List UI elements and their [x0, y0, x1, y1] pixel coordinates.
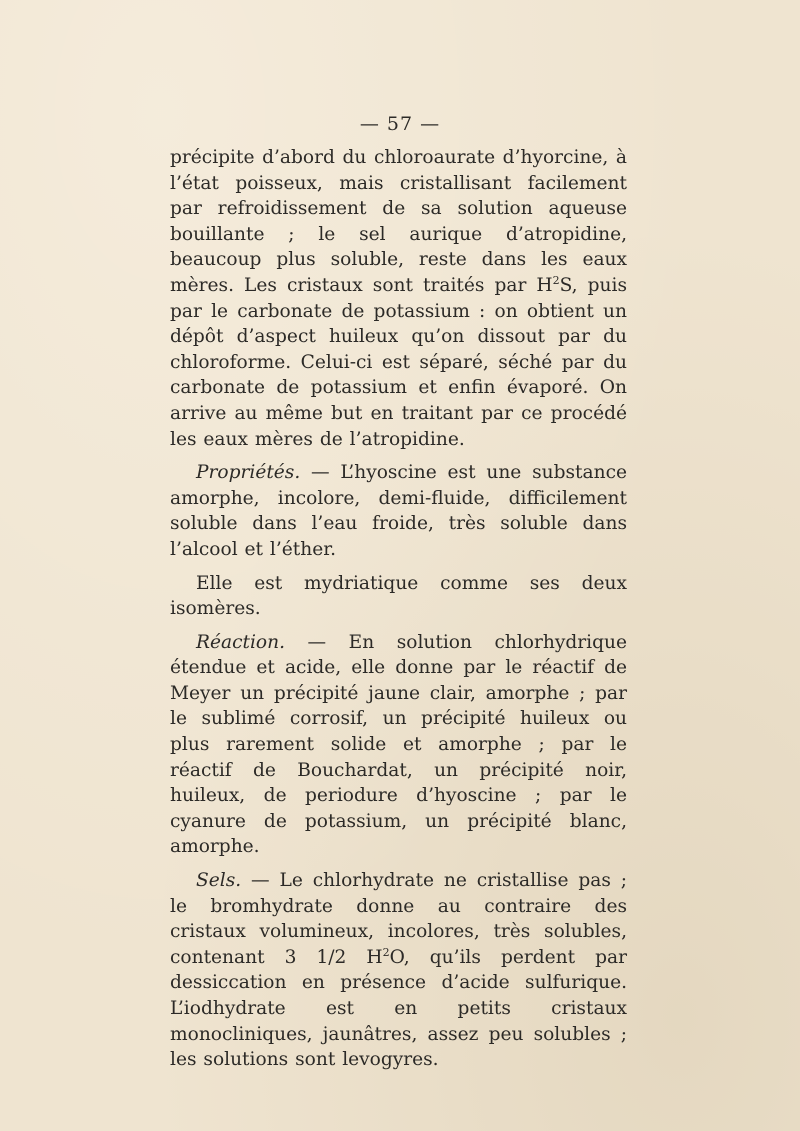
formula-h: H [536, 274, 553, 296]
section-title-reaction: Réaction. [196, 631, 286, 653]
paragraph-text-cont: O, qu’ils perdent par dessiccation en présence d’acide sulfurique. L’iodhydrate est en petits cristaux monocliniques, jaunâtres, assez peu solubles ; les solutions sont levogyres. [170, 946, 627, 1071]
section-title-sels: Sels. [196, 870, 242, 892]
page-number: — 57 — [359, 113, 441, 135]
formula-superscript: 2 [552, 273, 560, 287]
paragraph-sels [170, 868, 627, 1073]
paragraph-text: précipite d’abord du chloroaurate d’hyorcine, à l’état poisseux, mais cristallisant facilement par refroidissement de sa solution aqueuse bouillante ; le sel aurique d’atropidine, beaucoup plus soluble, reste dans les eaux mères. Les cristaux sont traités par [170, 147, 627, 296]
paragraph-text: — L’hyoscine est une substance amorphe, incolore, demi-fluide, difficilement soluble dans l’eau froide, très soluble dans l’alcool et l’éther. [170, 462, 627, 560]
section-title-proprietes: Propriétés. [196, 462, 301, 484]
paragraph-proprietes [170, 460, 627, 562]
paragraph-text: — En solution chlorhydrique étendue et acide, elle donne par le réactif de Meyer un précipité jaune clair, amorphe ; par le sublimé corrosif, un précipité huileux ou plus rarement solide et amorphe ; par le réactif de Bouchardat, un précipité noir, huileux, de periodure d’hyoscine ; par le cyanure de potassium, un précipité blanc, amorphe. [170, 631, 627, 858]
paragraph-continued [170, 145, 627, 452]
page-body [170, 145, 627, 1081]
formula-superscript: 2 [382, 945, 390, 959]
paragraph-reaction [170, 630, 627, 860]
paragraph-text-cont: S, puis par le carbonate de potassium : on obtient un dépôt d’aspect huileux qu’on dissout par du chloroforme. Celui-ci est séparé, séché par du carbonate de potassium et enfin évaporé. On arrive au même but en traitant par ce procédé les eaux mères de l’atropidine. [170, 274, 627, 450]
paragraph-text: — Le chlorhydrate ne cristallise pas ; le bromhydrate donne au contraire des cristaux volumineux, incolores, très solubles, contenant 3 1/2 H [170, 870, 627, 968]
paragraph-text: Elle est mydriatique comme ses deux isomères. [170, 572, 627, 620]
paragraph-mydriatique [170, 571, 627, 622]
